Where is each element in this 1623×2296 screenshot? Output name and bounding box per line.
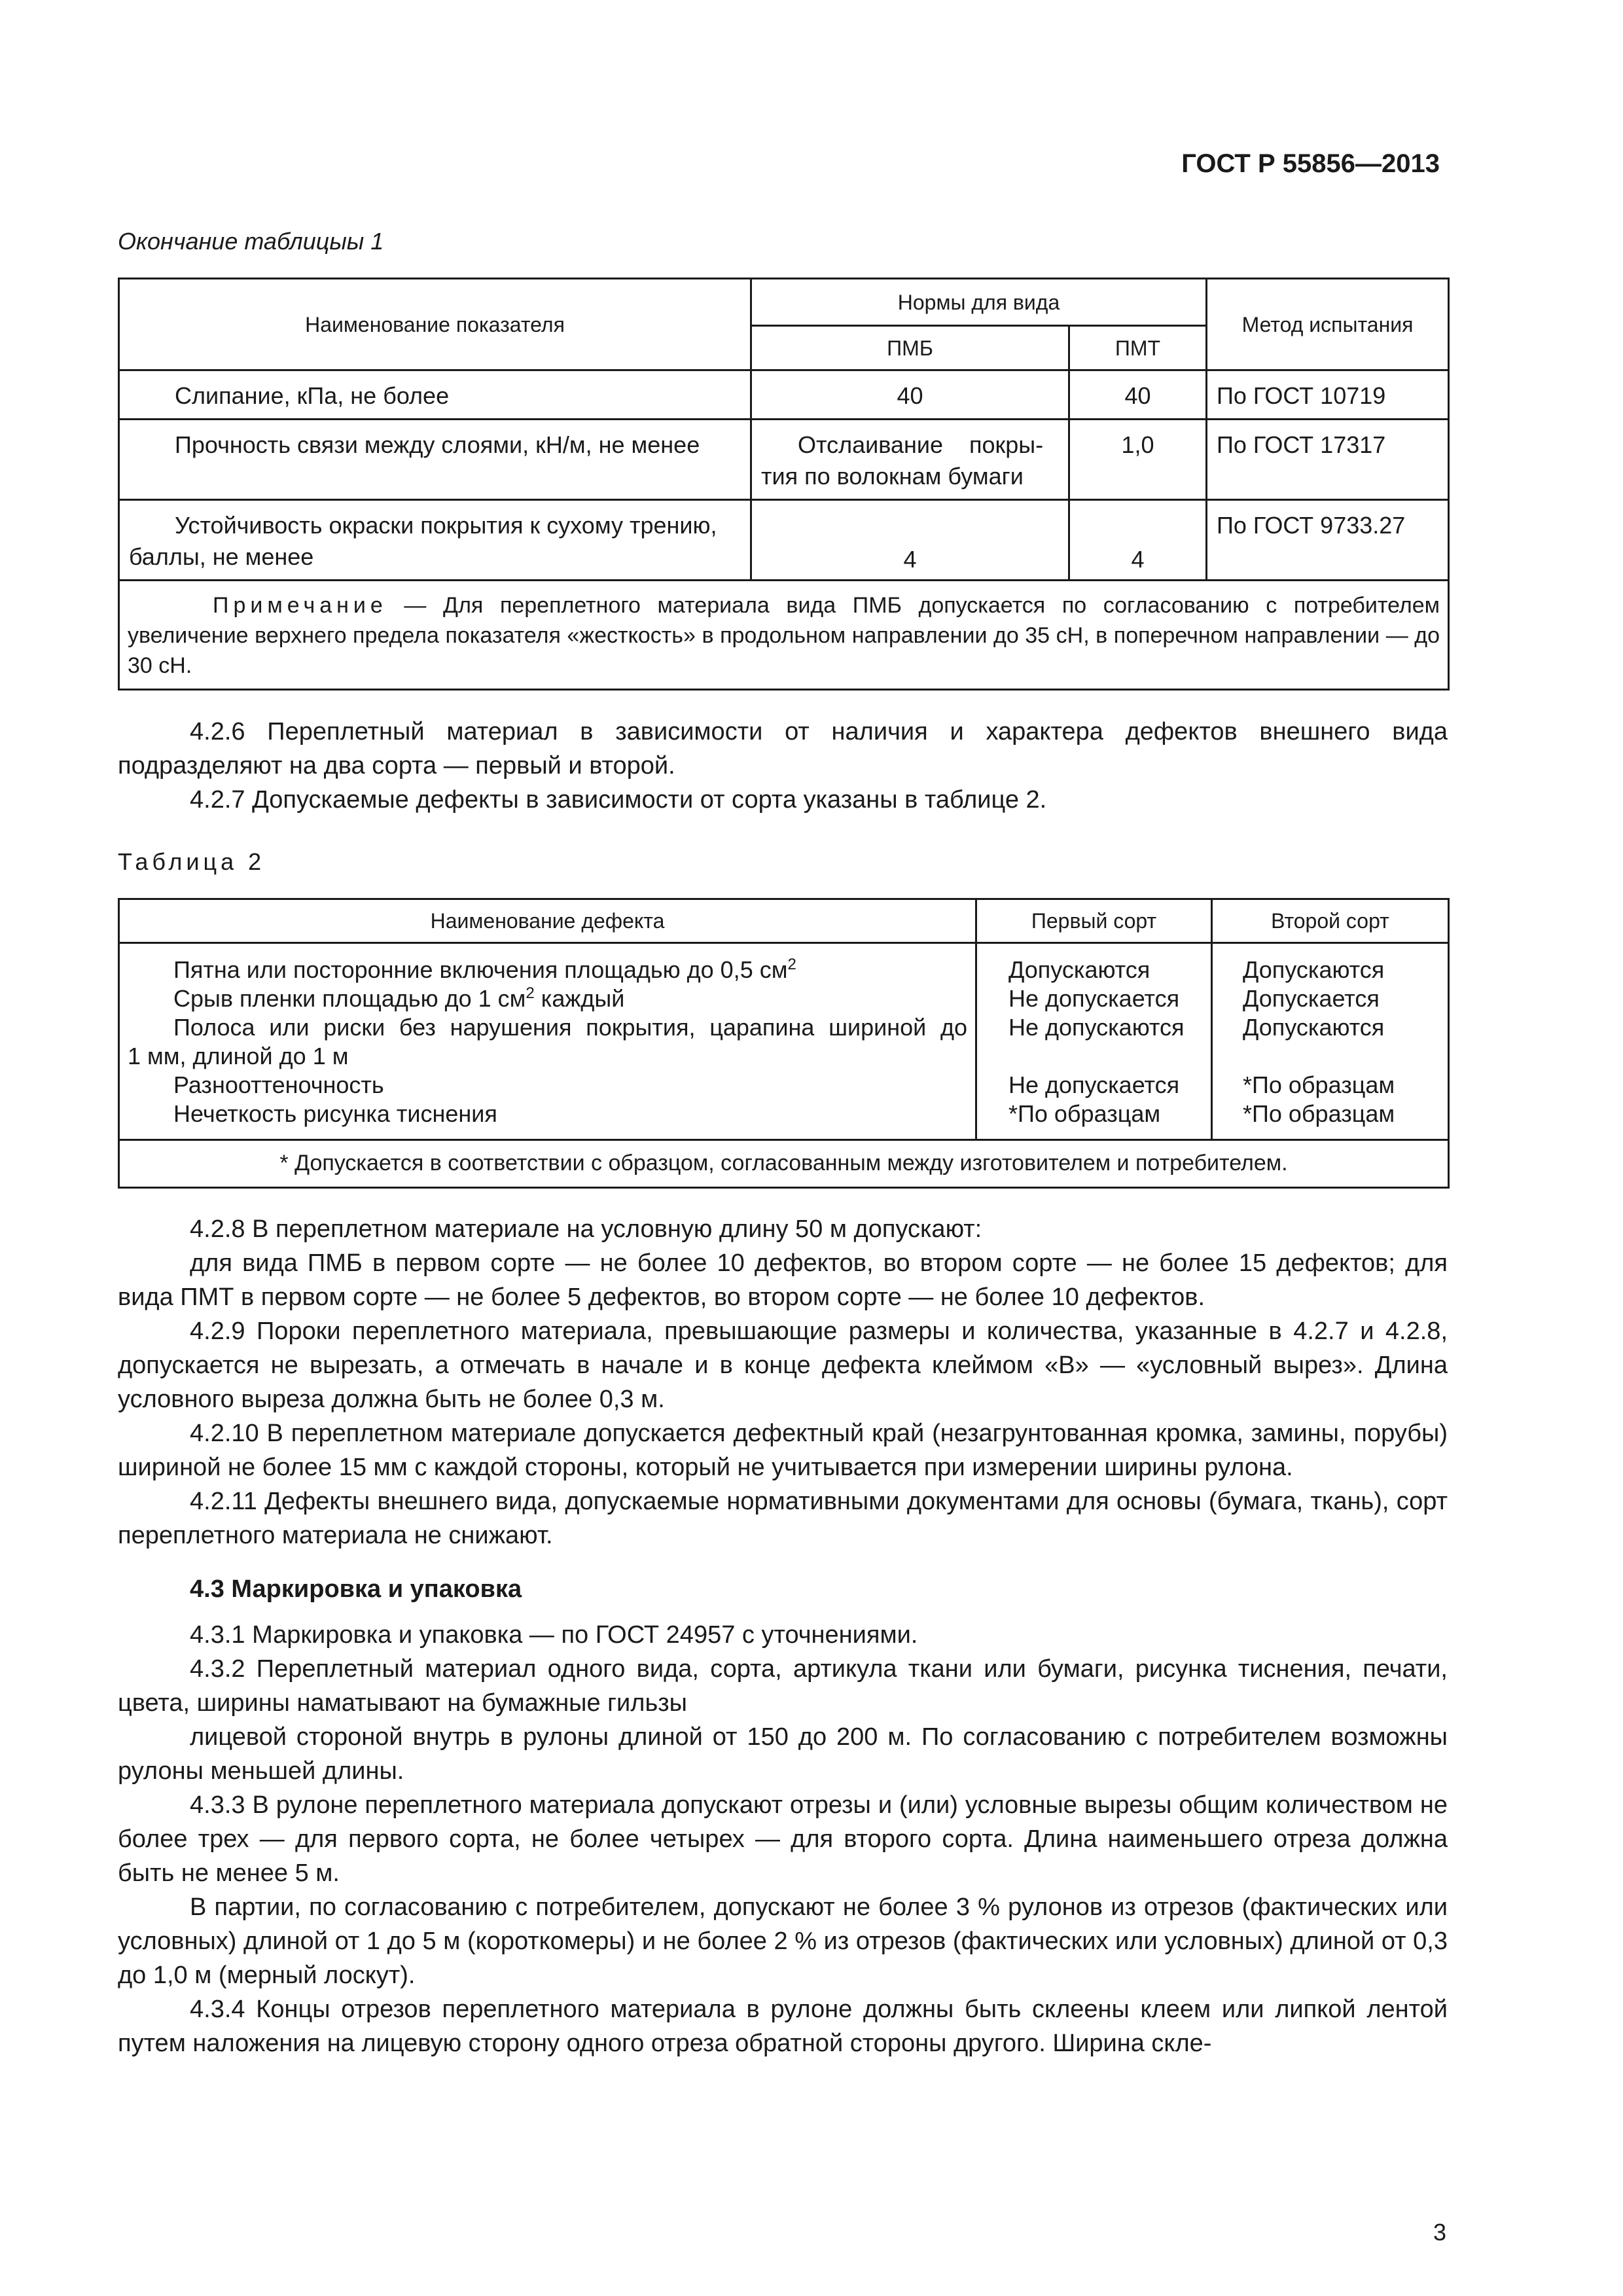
paragraph-4-2-11: 4.2.11 Дефекты внешнего вида, допускаемые нормативными документами для основы (бумага, ткань), сорт переплетного материала не снижают. [118, 1488, 1448, 1549]
table1-header-norms: Нормы для вида [751, 279, 1207, 326]
paragraph-4-3-4: 4.3.4 Концы отрезов переплетного материала в рулоне должны быть склеены клеем или липкой лентой путем наложения на лицевую сторону одного отреза обратной стороны другого. Ширина скле- [118, 1996, 1448, 2057]
section-heading-4-3: 4.3 Маркировка и упаковка [190, 1575, 522, 1603]
document-code: ГОСТ Р 55856—2013 [1181, 149, 1440, 178]
paragraph-4-3-1: 4.3.1 Маркировка и упаковка — по ГОСТ 24957 с уточнениями. [190, 1621, 918, 1649]
table1-cell-pmb: 40 [751, 370, 1069, 420]
paragraph-4-2-7: 4.2.7 Допускаемые дефекты в зависимости от сорта указаны в таблице 2. [190, 786, 1047, 814]
table2-header-second: Второй сорт [1212, 899, 1449, 943]
page-number: 3 [1433, 2219, 1446, 2246]
table2-header-first: Первый сорт [976, 899, 1212, 943]
table2-defect-list [119, 943, 976, 1140]
paragraph-4-3-3-cont: В партии, по согласованию с потребителем, допускают не более 3 % рулонов из отрезов (фактических или условных) длиной от 1 до 5 м (короткомеры) и не более 2 % из отрезов (фактических или условных) длиной от 0,3 до 1,0 м (мерный лоскут). [118, 1893, 1448, 1989]
table1-cell-name: Прочность связи между слоями, кН/м, не менее [119, 420, 751, 500]
paragraph-4-2-8: 4.2.8 В переплетном материале на условную длину 50 м допускают: [190, 1215, 982, 1243]
table2 [118, 898, 1450, 1189]
table-row [119, 500, 1449, 581]
table1-cell-method: По ГОСТ 10719 [1207, 370, 1449, 420]
paragraph-4-3-2-cont: лицевой стороной внутрь в рулоны длиной от 150 до 200 м. По согласованию с потребителем возможны рулоны меньшей длины. [118, 1723, 1448, 1785]
list-item: Разнооттеночность [173, 1071, 384, 1098]
list-item: Полоса или риски без нарушения покрытия, царапина шириной до [173, 1014, 967, 1041]
list-item: Допускаются [1243, 956, 1385, 983]
table2-second-grade-list [1212, 943, 1449, 1140]
table-row [119, 370, 1449, 420]
table1 [118, 278, 1450, 691]
table1-cell-pmt: 1,0 [1069, 420, 1207, 500]
table1-header-method: Метод испытания [1207, 279, 1449, 370]
table1-note [119, 581, 1449, 690]
table1-cell-pmb: 4 [751, 500, 1069, 581]
paragraph-4-2-8-details: для вида ПМБ в первом сорте — не более 10 дефектов, во втором сорте — не более 15 дефектов; для вида ПМТ в первом сорте — не более 5 дефектов, во втором сорте — не более 10 дефектов. [118, 1249, 1448, 1311]
paragraph-4-2-6: 4.2.6 Переплетный материал в зависимости от наличия и характера дефектов внешнего вида подразделяют на два сорта — первый и второй. [118, 718, 1448, 780]
table1-cell-pmt: 4 [1069, 500, 1207, 581]
table2-caption: Таблица 2 [118, 848, 266, 875]
list-item: Не допускается [1008, 1071, 1180, 1098]
note-label: Примечание [213, 593, 387, 618]
table-row [119, 420, 1449, 500]
list-item: Допускаются [1243, 1014, 1385, 1041]
list-item-continued: 1 мм, длиной до 1 м [128, 1043, 349, 1069]
paragraph-4-3-3: 4.3.3 В рулоне переплетного материала допускают отрезы и (или) условные вырезы общим количеством не более трех — для первого сорта, не более четырех — для второго сорта. Длина наименьшего отреза должна быть не менее 5 м. [118, 1791, 1448, 1887]
list-item: Не допускается [1008, 985, 1180, 1012]
note-text: — Для переплетного материала вида ПМБ допускается по согласованию с потребителем увеличение верхнего предела показателя «жесткость» в продольном направлении до 35 сН, в поперечном направлении — до 30 сН. [128, 593, 1440, 678]
table1-cell-method: По ГОСТ 17317 [1207, 420, 1449, 500]
table2-footnote: * Допускается в соответствии с образцом, согласованным между изготовителем и потребителем. [119, 1140, 1449, 1188]
list-item: *По образцам [1243, 1071, 1395, 1098]
list-item: Пятна или посторонние включения площадью до 0,5 $см^2$ [173, 956, 796, 983]
list-item: Срыв пленки площадью до 1 $см^2$ каждый [173, 984, 625, 1012]
table2-first-grade-list [976, 943, 1212, 1140]
table1-cell-name: Устойчивость окраски покрытия к сухому трению, баллы, не менее [119, 500, 751, 581]
table1-header-name: Наименование показателя [119, 279, 751, 370]
list-item: Нечеткость рисунка тиснения [173, 1100, 497, 1127]
table1-cell-method: По ГОСТ 9733.27 [1207, 500, 1449, 581]
table1-header-pmt: ПМТ [1069, 326, 1207, 370]
list-item: *По образцам [1008, 1100, 1161, 1127]
table1-cell-name: Слипание, кПа, не более [119, 370, 751, 420]
table1-cell-pmt: 40 [1069, 370, 1207, 420]
paragraph-4-2-9: 4.2.9 Пороки переплетного материала, превышающие размеры и количества, указанные в 4.2.7 и 4.2.8, допускается не вырезать, а отмечать в начале и в конце дефекта клеймом «В» — «условный вырез». Длина условного выреза должна быть не более 0,3 м. [118, 1318, 1448, 1413]
paragraph-4-3-2: 4.3.2 Переплетный материал одного вида, сорта, артикула ткани или бумаги, рисунка тиснения, печати, цвета, ширины наматывают на бумажные гильзы [118, 1655, 1448, 1717]
list-item: Допускаются [1008, 956, 1150, 983]
list-item: Допускается [1243, 985, 1380, 1012]
paragraph-4-2-10: 4.2.10 В переплетном материале допускается дефектный край (незагрунтованная кромка, замины, порубы) шириной не более 15 мм с каждой стороны, который не учитывается при измерении ширины рулона. [118, 1420, 1448, 1481]
table1-continuation-caption: Окончание таблицыы 1 [118, 228, 384, 255]
paragraphs-main [118, 1212, 1448, 2060]
table1-header-pmb: ПМБ [751, 326, 1069, 370]
list-item: *По образцам [1243, 1100, 1395, 1127]
paragraphs-4-2-6-7 [118, 715, 1448, 817]
table1-cell-pmb: Отслаивание покры- тия по волокнам бумаги [751, 420, 1069, 500]
table2-header-defect: Наименование дефекта [119, 899, 976, 943]
list-item: Не допускаются [1008, 1014, 1185, 1041]
